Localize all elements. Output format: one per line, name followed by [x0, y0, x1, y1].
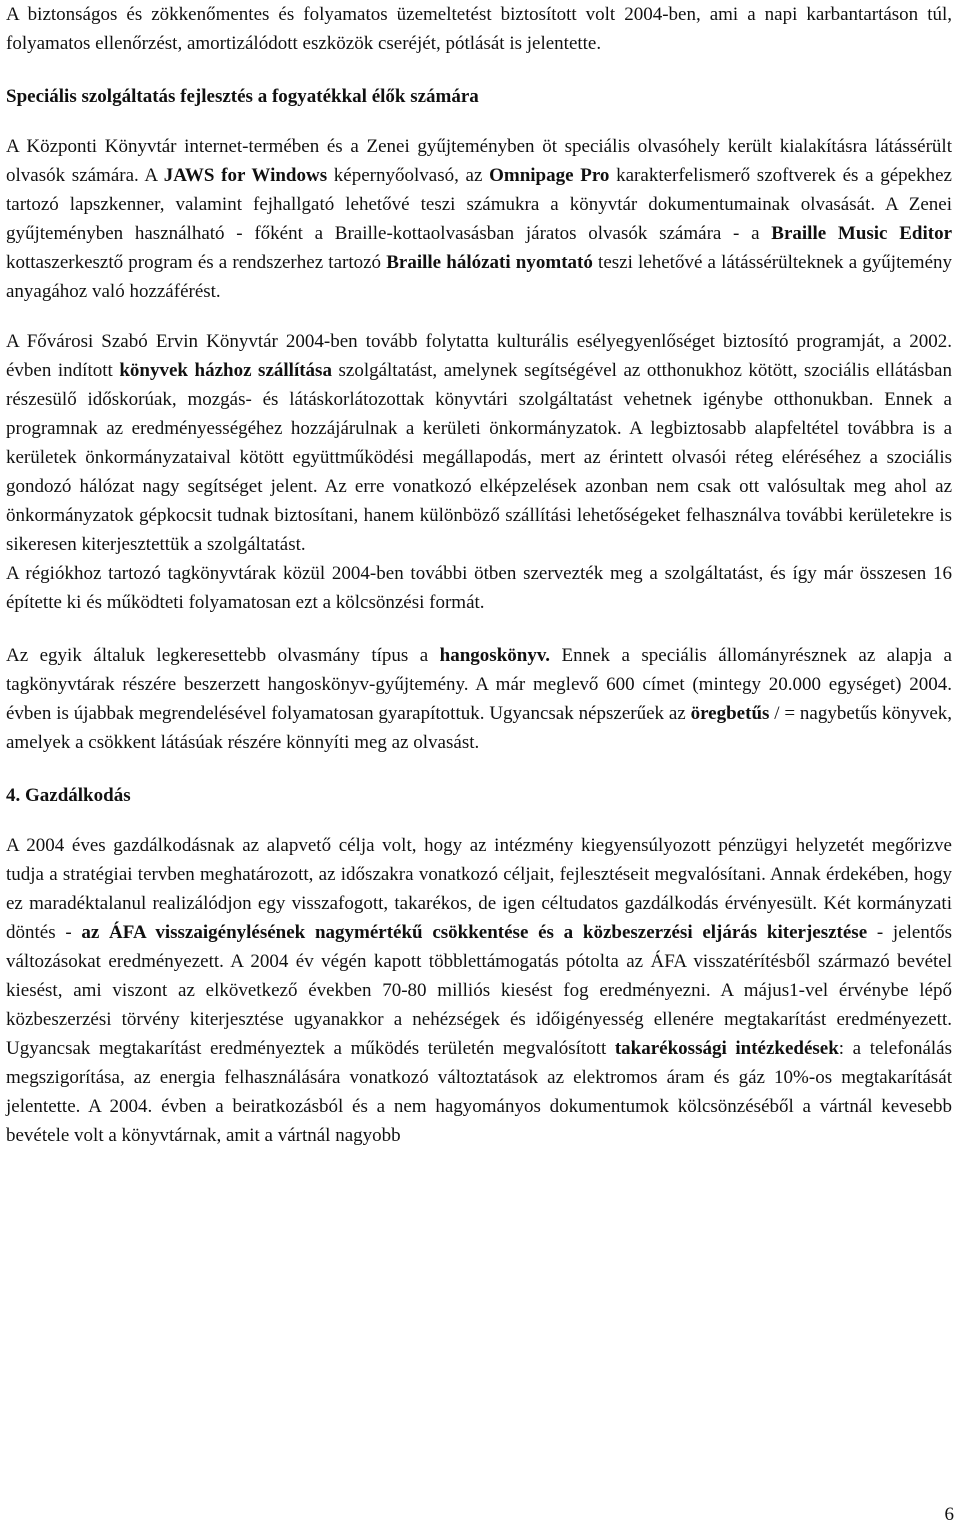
- text-run: Az egyik általuk legkeresettebb olvasmány típus a: [6, 645, 440, 666]
- text-run: A biztonságos és zökkenőmentes és folyamatos üzemeltetést biztosított volt 2004-ben, ami a napi karbantartáson túl, folyamatos ellenőrzést, amortizálódott eszközök cseréjét, pótlását is jelentette.: [6, 4, 952, 54]
- bold-text: Braille hálózati nyomtató: [386, 252, 593, 273]
- paragraph-home-delivery: [6, 327, 952, 559]
- text-run: : a telefonálás megszigorítása, az energia felhasználására vonatkozó változtatások az elektromos áram és gáz 10%-os megtakarítását jelentette. A 2004. évben a beiratkozásból és a nem hagyományos dokumentumok kölcsönzéséből a vártnál kevesebb bevétele volt a könyvtárnak, amit a vártnál nagyobb: [6, 1038, 952, 1146]
- bold-text: könyvek házhoz szállítása: [119, 360, 332, 381]
- text-run: kottaszerkesztő program és a rendszerhez tartozó: [6, 252, 387, 273]
- text-run: teszi lehetővé a látássérülteknek a gyűjtemény anyagához való hozzáférést.: [6, 252, 953, 302]
- text-run: képernyőolvasó, az: [327, 165, 490, 186]
- bold-text: Speciális szolgáltatás fejlesztés a fogyatékkal élők számára: [6, 86, 479, 107]
- page-number: 6: [944, 1504, 954, 1525]
- document-page: [6, 0, 952, 1150]
- text-run: A 2004 éves gazdálkodásnak az alapvető célja volt, hogy az intézmény kiegyensúlyozott pénzügyi helyzetét megőrizve tudja a stratégiai tervben meghatározott, az időszakra vonatkozó céljait, fejlesztéseit megvalósítani. Annak érdekében, hogy ez maradéktalanul realizálódjon egy visszafogott, takarékos, de igen céltudatos gazdálkodás érvényesült. Két kormányzati döntés -: [6, 835, 952, 943]
- text-run: / = nagybetűs könyvek, amelyek a csökkent látásúak részére könnyíti meg az olvasást.: [6, 703, 952, 753]
- text-run: Ennek a speciális állományrésznek az alapja a tagkönyvtárak részére beszerzett hangoskönyv-gyűjtemény. A már meglevő 600 címet (mintegy 20.000 egységet) 2004. évben is újabbak megrendelésével folyamatosan gyarapítottuk. Ugyancsak népszerűek az: [6, 645, 952, 724]
- bold-text: Braille Music Editor: [771, 223, 953, 244]
- text-run: A régiókhoz tartozó tagkönyvtárak közül 2004-ben további ötben szervezték meg a szolgáltatást, és így már összesen 16 építette ki és működteti folyamatosan ezt a kölcsönzési formát.: [6, 563, 952, 613]
- paragraph-audiobooks: [6, 641, 952, 757]
- bold-text: 4. Gazdálkodás: [6, 785, 131, 806]
- text-run: karakterfelismerő szoftverek és a gépekhez tartozó lapszkenner, valamint fejhallgató lehetővé teszi számukra a könyvtár dokumentumainak olvasását. A Zenei gyűjteményben használható - főként a Braille-kottaolvasásban járatos olvasók számára - a: [6, 165, 952, 244]
- bold-text: hangoskönyv.: [439, 645, 551, 666]
- text-run: A Központi Könyvtár internet-termében és a Zenei gyűjteményben öt speciális olvasóhely került kialakításra látássérült olvasók számára. A: [6, 136, 952, 186]
- section-heading-finance: [6, 781, 952, 810]
- bold-text: öregbetűs: [690, 703, 770, 724]
- bold-text: takarékossági intézkedések: [614, 1038, 839, 1059]
- bold-text: az ÁFA visszaigénylésének nagymértékű csökkentése és a közbeszerzési eljárás kiterjesztése: [81, 922, 868, 943]
- bold-text: JAWS for Windows: [163, 165, 328, 186]
- paragraph-maintenance: [6, 0, 952, 58]
- text-run: - jelentős változásokat eredményezett. A 2004 év végén kapott többlettámogatás pótolta az ÁFA visszatérítésből származó bevétel kiesést, ami viszont az elkövetkező években 70-80 milliós kiesést fog eredményezni. A május1-vel érvénybe lépő közbeszerzési törvény kiterjesztése ugyanakkor a nehézségek és időigényesség ellenére megtakarítást eredményezett. Ugyancsak megtakarítást eredményeztek a működés területén megvalósított: [6, 922, 953, 1059]
- paragraph-accessible-reading: [6, 132, 952, 306]
- paragraph-regional-libraries: [6, 559, 952, 617]
- section-heading-special-services: [6, 82, 952, 111]
- text-run: szolgáltatást, amelynek segítségével az otthonukhoz kötött, szociális ellátásban részesülő időskorúak, mozgás- és látáskorlátozottak könyvtári szolgáltatást vehetnek igénybe otthonukban. Ennek a programnak az eredményességéhez hozzájárulnak a kerületi önkormányzatok. A legbiztosabb alapfeltétel továbbra is a kerületek önkormányzataival kötött együttműködési megállapodás, mert az érintett olvasói réteg eléréséhez a szociális gondozó hálózat nagy segítséget jelent. Az erre vonatkozó elképzelések azonban nem csak ott valósultak meg ahol az önkormányzatok gépkocsit tudnak biztosítani, hanem különböző szállítási lehetőségeket felhasználva további kerületekre is sikeresen kiterjesztettük a szolgáltatást.: [6, 360, 952, 555]
- text-run: A Fővárosi Szabó Ervin Könyvtár 2004-ben tovább folytatta kulturális esélyegyenlőséget biztosító programját, a 2002. évben indított: [6, 331, 952, 381]
- bold-text: Omnipage Pro: [489, 165, 610, 186]
- paragraph-finance: [6, 831, 952, 1150]
